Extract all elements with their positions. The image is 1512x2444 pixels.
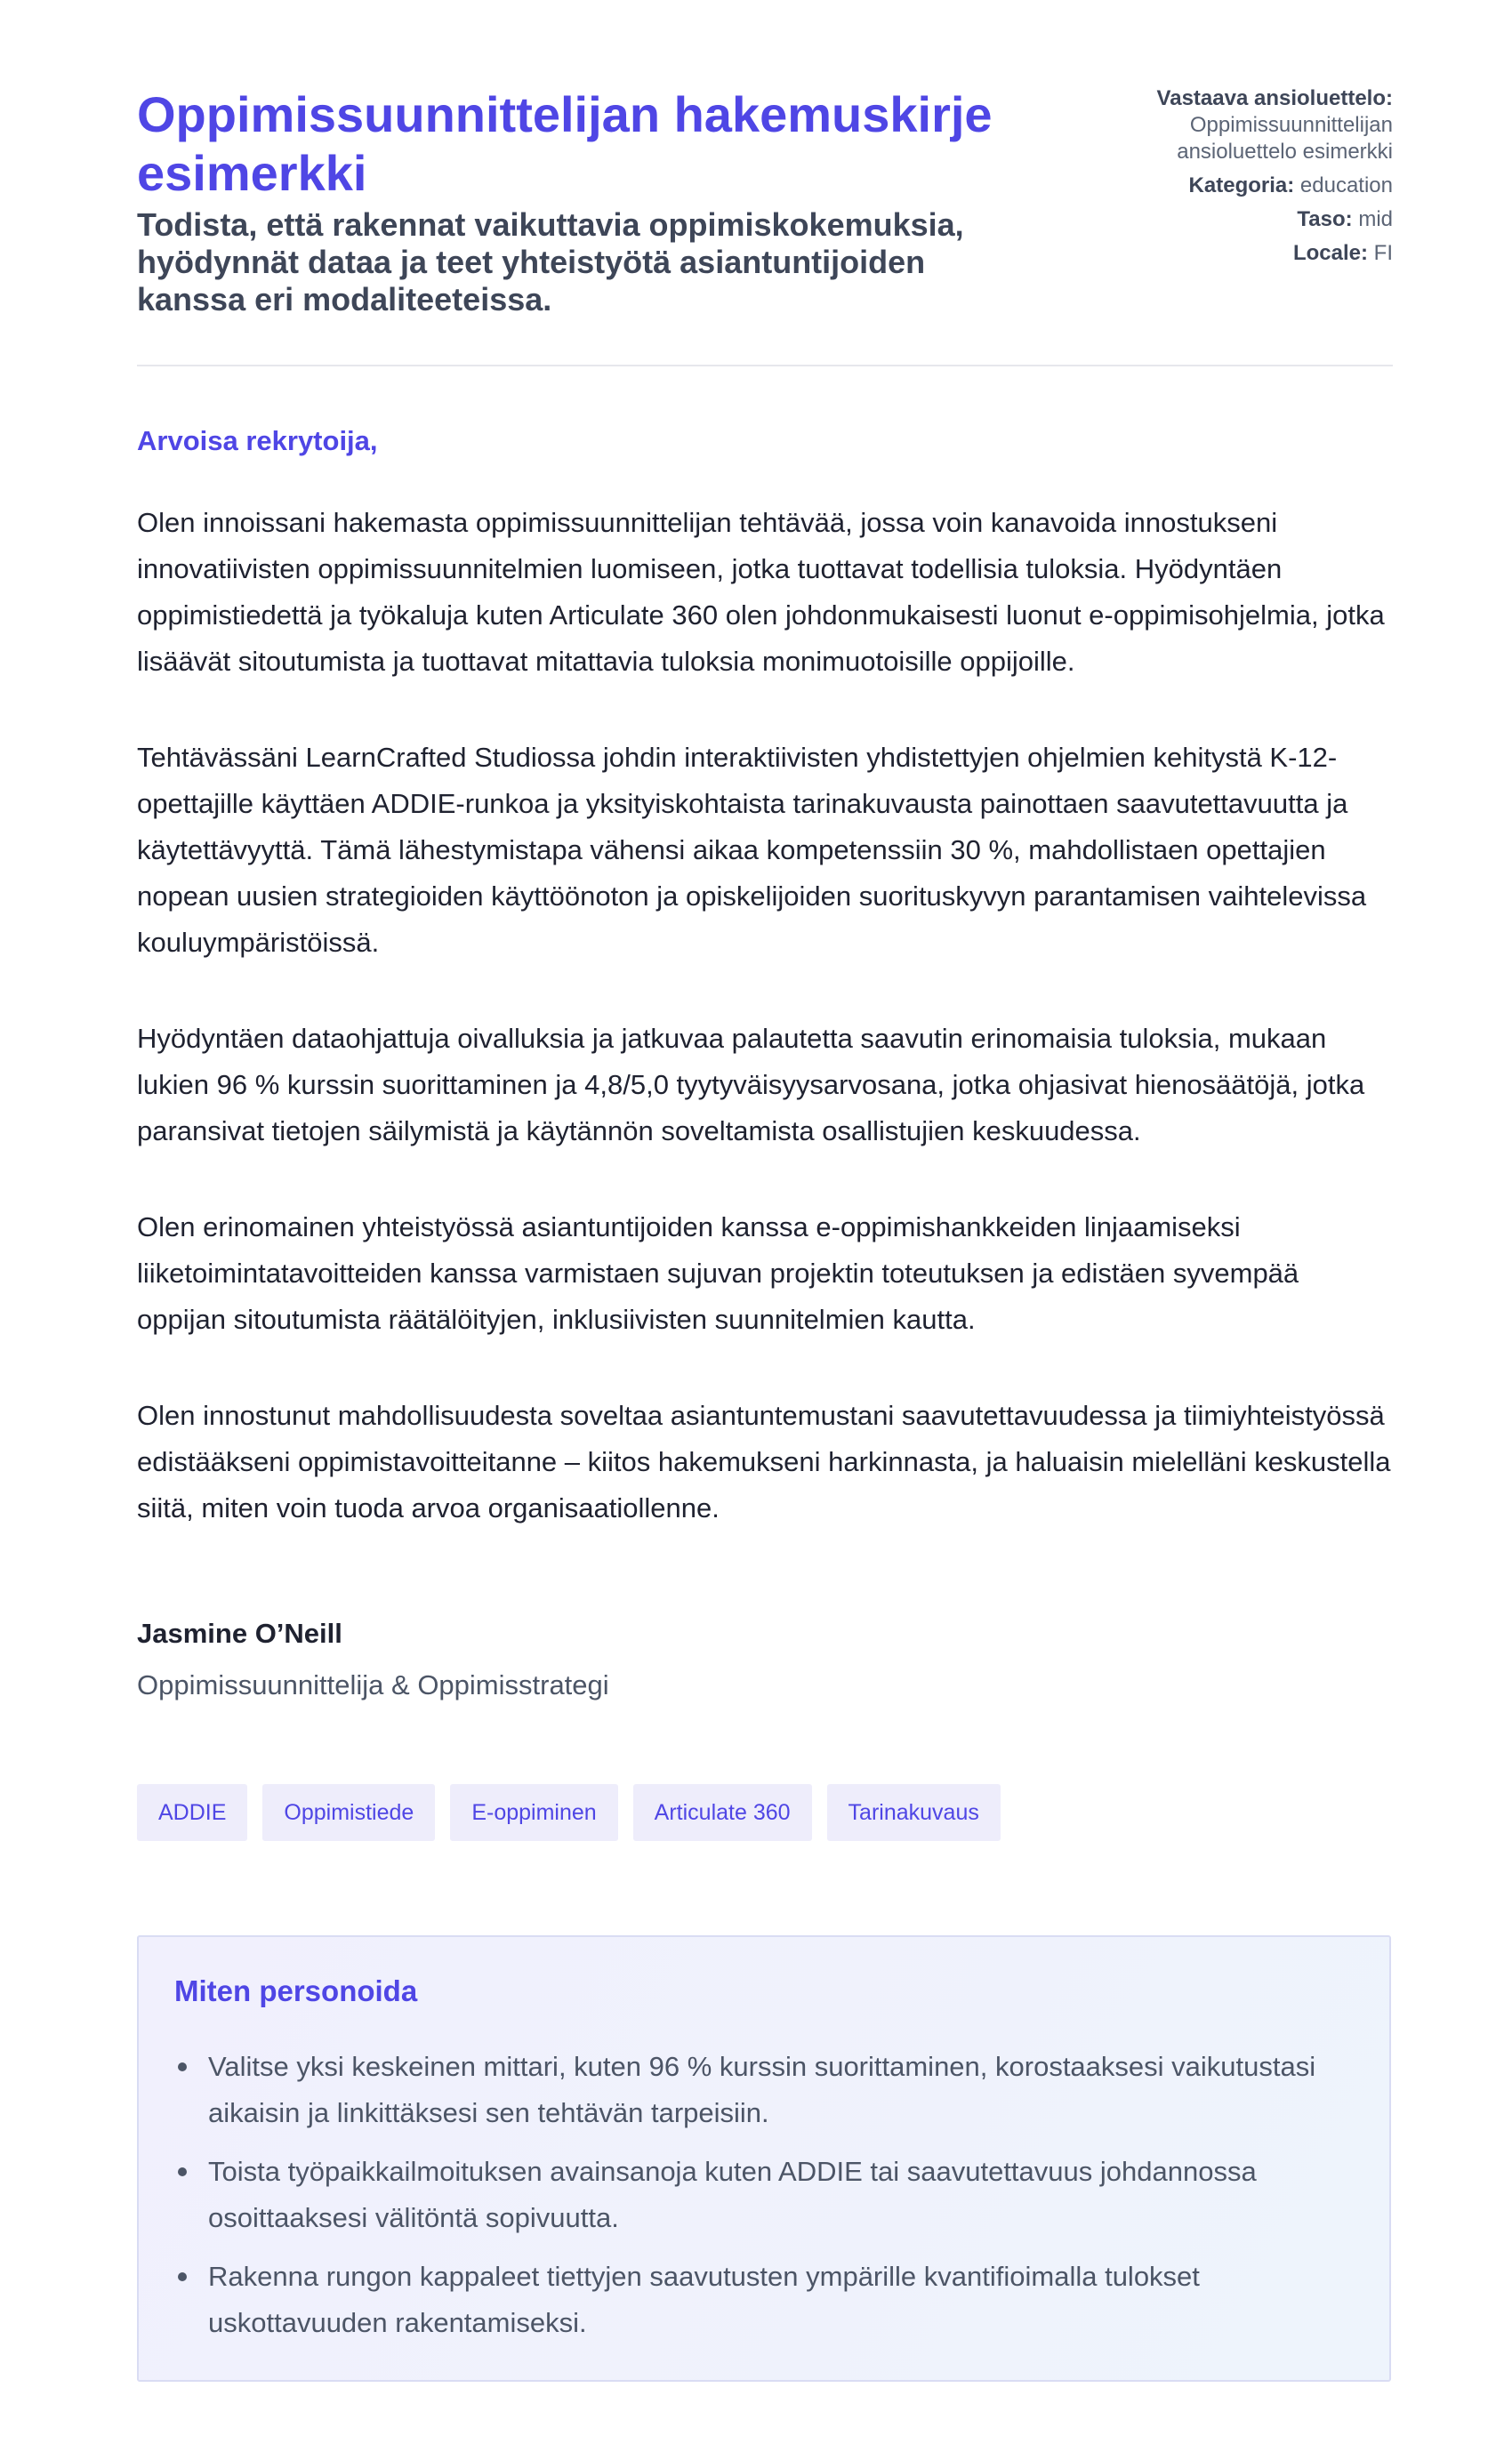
letter-greeting: Arvoisa rekrytoija, [137,425,378,456]
skill-tag: Oppimistiede [262,1784,435,1841]
signature-block [137,1615,609,1704]
meta-locale-label: Locale: [1292,241,1368,265]
tip-text: Toista työpaikkailmoituksen avainsanoja kuten ADDIE tai saavutettavuus johdannossa osoittaaksesi välitöntä sopivuutta. [208,2156,1257,2233]
letter-body [137,500,1393,1581]
meta-resume-link[interactable]: Oppimissuunnittelijan ansioluettelo esimerkki [1177,113,1393,164]
bullet-icon [178,2167,187,2176]
page-title: Oppimissuunnittelijan hakemuskirje esimerkki [137,86,993,201]
page-header [137,85,1393,318]
header-divider [137,365,1393,366]
tips-list [174,2044,1382,2359]
skill-tag: Articulate 360 [633,1784,812,1841]
tip-item [208,2044,1382,2136]
bullet-icon [178,2272,187,2281]
tips-title: Miten personoida [174,1974,418,2007]
skill-tag: E-oppiminen [450,1784,617,1841]
letter-paragraph: Tehtävässäni LearnCrafted Studiossa johdin interaktiivisten yhdistettyjen ohjelmien kehitystä K-12-opettajille käyttäen ADDIE-runkoa ja yksityiskohtaista tarinakuvausta painottaen saavutettavuutta ja käytettävyyttä. Tämä lähestymistapa vähensi aikaa kompetenssiin 30 %, mahdollistaen opettajien nopean uusien strategioiden käyttöönoton ja opiskelijoiden suorituskyvyn parantamisen vaihtelevissa kouluympäristöissä. [137,742,1367,958]
letter-paragraph: Olen erinomainen yhteistyössä asiantuntijoiden kanssa e-oppimishankkeiden linjaamiseksi liiketoimintatavoitteiden kanssa varmistaen sujuvan projektin toteutuksen ja edistäen syvempää oppijan sitoutumista räätälöityjen, inklusiivisten suunnitelmien kautta. [137,1211,1299,1335]
letter-paragraph: Hyödyntäen dataohjattuja oivalluksia ja jatkuvaa palautetta saavutin erinomaisia tuloksia, mukaan lukien 96 % kurssin suorittaminen ja 4,8/5,0 tyytyväisyysarvosana, jotka ohjasivat hienosäätöjä, jotka paransivat tietojen säilymistä ja käytännön soveltamista osallistujien keskuudessa. [137,1023,1365,1146]
meta-level-value: mid [1358,207,1393,231]
bullet-icon [178,2062,187,2071]
meta-level-label: Taso: [1297,207,1353,231]
tip-text: Valitse yksi keskeinen mittari, kuten 96 % kurssin suorittaminen, korostaaksesi vaikutustasi aikaisin ja linkittäksesi sen tehtävän tarpeisiin. [208,2051,1316,2128]
meta-resume-label: Vastaava ansioluettelo: [1156,86,1393,110]
tip-item [208,2149,1382,2241]
meta-category-value: education [1299,173,1393,197]
meta-locale-value: FI [1373,241,1393,265]
meta-resume [1099,85,1393,165]
letter-paragraph: Olen innostunut mahdollisuudesta soveltaa asiantuntemustani saavutettavuudessa ja tiimiyhteistyössä edistääkseni oppimistavoitteitanne – kiitos hakemukseni harkinnasta, ja haluaisin mielelläni keskustella siitä, miten voin tuoda arvoa organisaatiollenne. [137,1400,1391,1523]
meta-level [1099,206,1393,233]
signature-role: Oppimissuunnittelija & Oppimisstrategi [137,1669,609,1700]
tip-text: Rakenna rungon kappaleet tiettyjen saavutusten ympärille kvantifioimalla tulokset uskottavuuden rakentamiseksi. [208,2261,1200,2338]
page-subtitle: Todista, että rakennat vaikuttavia oppimiskokemuksia, hyödynnät dataa ja teet yhteistyötä asiantuntijoiden kanssa eri modaliteeteissa. [137,206,964,318]
skill-tag: Tarinakuvaus [827,1784,1001,1841]
meta-category [1099,173,1393,199]
letter-paragraph: Olen innoissani hakemasta oppimissuunnittelijan tehtävää, jossa voin kanavoida innostukseni innovatiivisten oppimissuunnitelmien luomiseen, jotka tuottavat todellisia tuloksia. Hyödyntäen oppimistiedettä ja työkaluja kuten Articulate 360 olen johdonmukaisesti luonut e-oppimisohjelmia, jotka lisäävät sitoutumista ja tuottavat mitattavia tuloksia monimuotoisille oppijoille. [137,507,1385,677]
meta-category-label: Kategoria: [1188,173,1295,197]
tip-item [208,2254,1382,2346]
signature-name: Jasmine O’Neill [137,1618,342,1649]
meta-panel [1099,85,1393,274]
skill-tags [137,1784,1001,1841]
skill-tag: ADDIE [137,1784,247,1841]
personalization-tips [137,1935,1391,2382]
meta-locale [1099,240,1393,267]
